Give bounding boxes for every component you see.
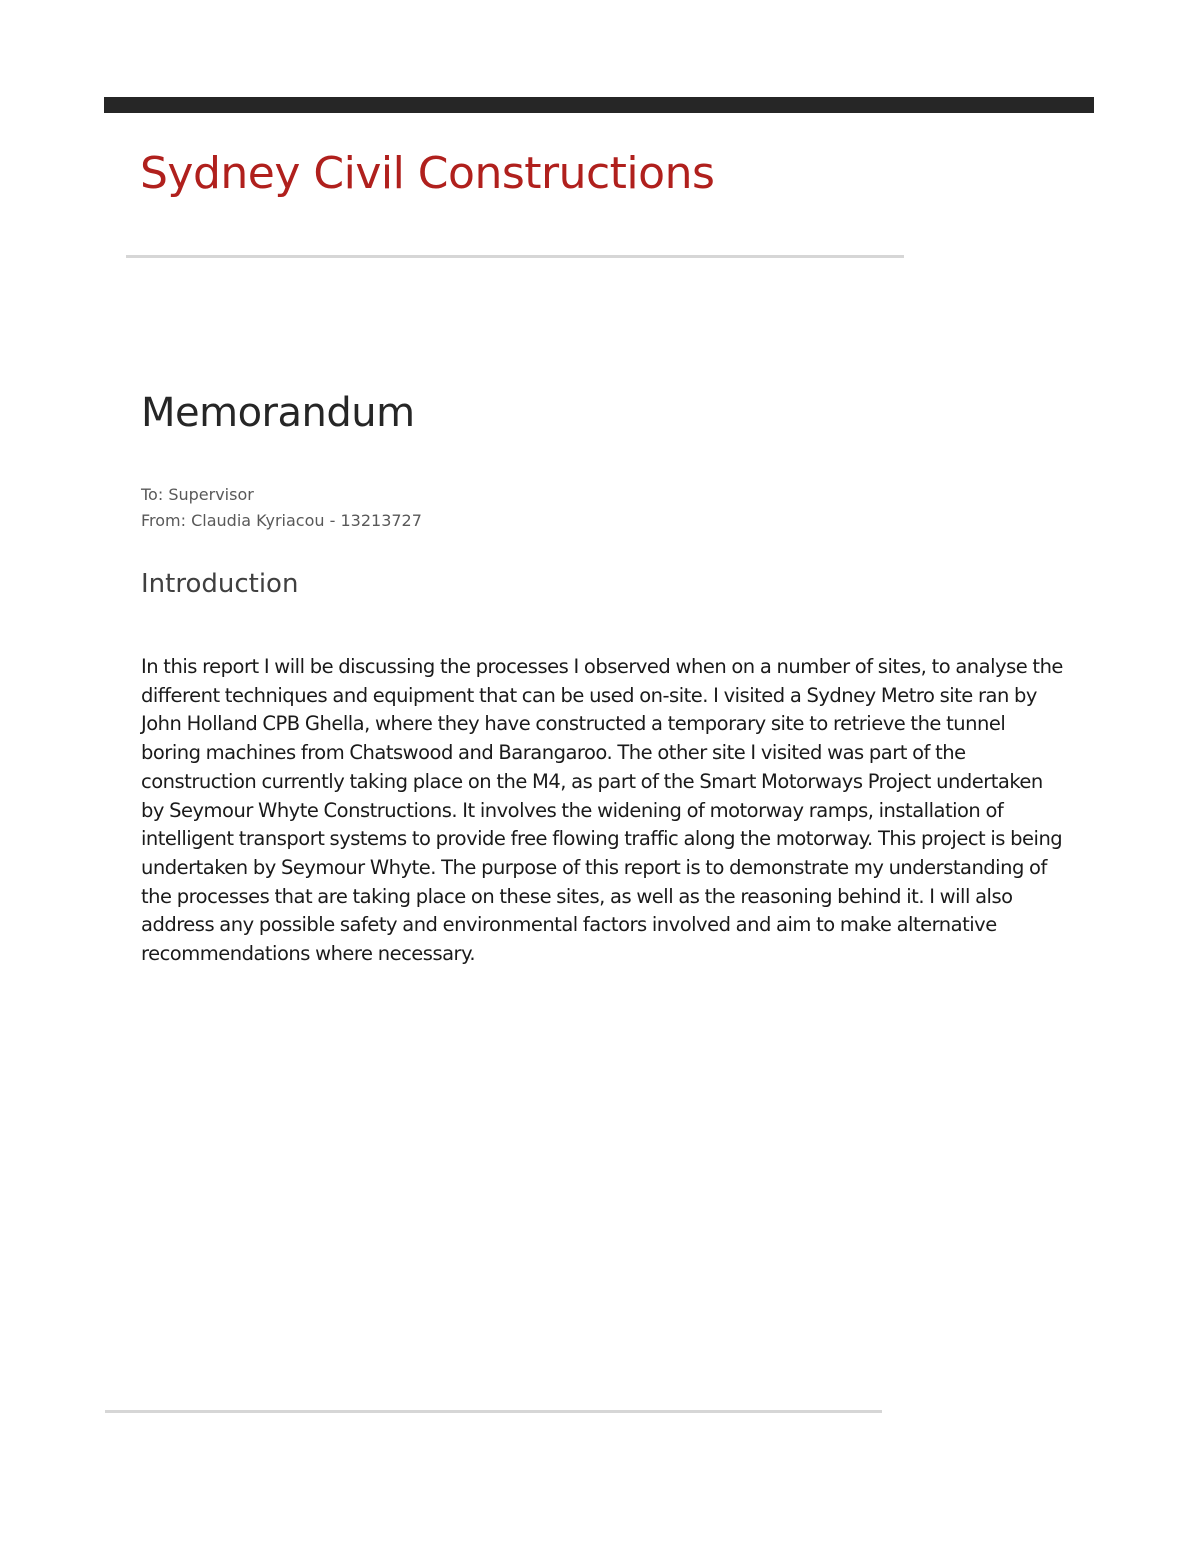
introduction-heading: Introduction xyxy=(141,569,299,599)
memo-to: To: Supervisor xyxy=(141,485,254,504)
memo-meta xyxy=(141,482,422,534)
header-divider xyxy=(126,255,904,258)
memo-title: Memorandum xyxy=(141,390,415,436)
memo-from: From: Claudia Kyriacou - 13213727 xyxy=(141,511,422,530)
header-bar xyxy=(104,97,1094,113)
company-name: Sydney Civil Constructions xyxy=(140,148,715,199)
footer-divider xyxy=(105,1410,882,1413)
introduction-body: In this report I will be discussing the processes I observed when on a number of sites, to analyse the different techniques and equipment that can be used on-site. I visited a Sydney Metro site ran by John Holland CPB Ghella, where they have constructed a temporary site to retrieve the tunnel boring machines from Chatswood and Barangaroo. The other site I visited was part of the construction currently taking place on the M4, as part of the Smart Motorways Project undertaken by Seymour Whyte Constructions. It involves the widening of motorway ramps, installation of intelligent transport systems to provide free flowing traffic along the motorway. This project is being undertaken by Seymour Whyte. The purpose of this report is to demonstrate my understanding of the processes that are taking place on these sites, as well as the reasoning behind it. I will also address any possible safety and environmental factors involved and aim to make alternative recommendations where necessary. xyxy=(141,655,1063,966)
